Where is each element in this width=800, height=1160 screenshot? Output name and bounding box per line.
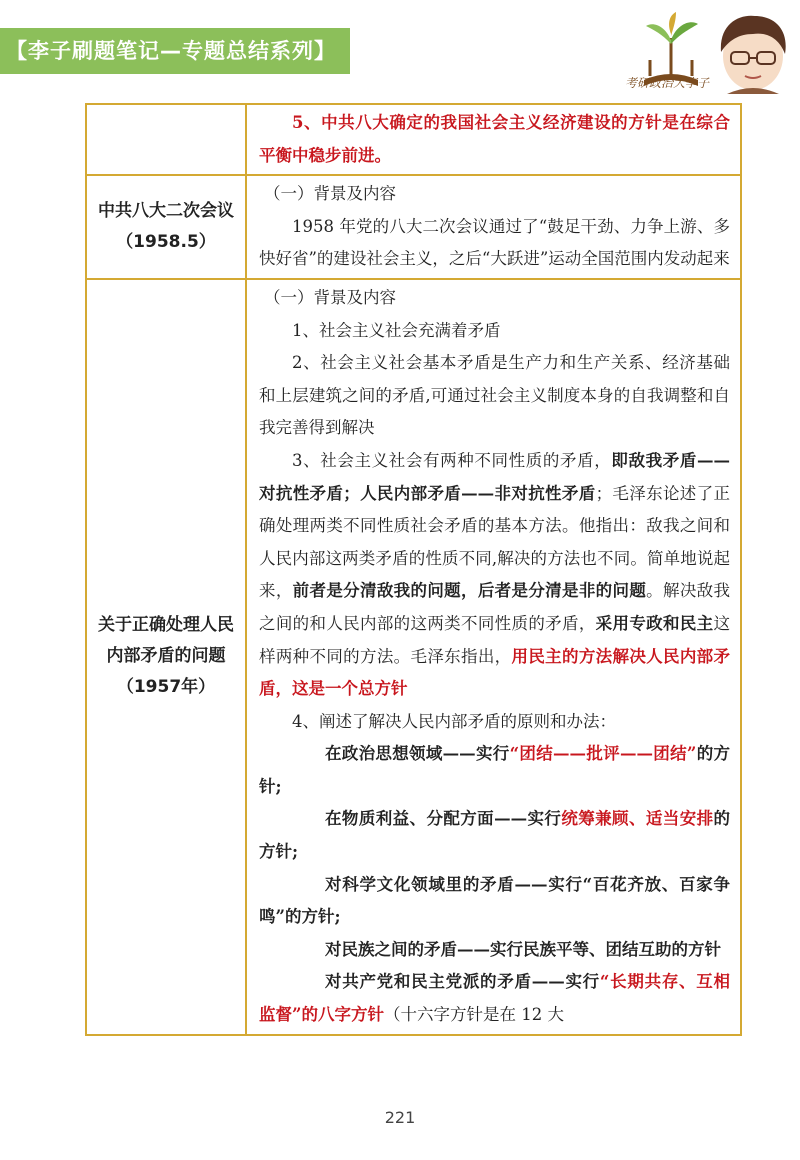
row-heading: 关于正确处理人民内部矛盾的问题（1957年） [86,279,246,1035]
method-ethnic: 对民族之间的矛盾——实行民族平等、团结互助的方针 [325,939,721,959]
point-5: 5、中共八大确定的我国社会主义经济建设的方针是在综合平衡中稳步前进。 [259,113,730,165]
author-avatar [713,12,793,96]
point-2: 2、社会主义社会基本矛盾是生产力和生产关系、经济基础和上层建筑之间的矛盾,可通过社会主义制度本身的自我调整和自我完善得到解决 [259,353,730,438]
point-1: 1、社会主义社会充满着矛盾 [292,320,501,340]
row-heading: 中共八大二次会议（1958.5） [86,175,246,279]
row-content [246,279,741,1035]
method-culture: 对科学文化领域里的矛盾——实行“百花齐放、百家争鸣”的方针; [259,874,730,927]
series-banner: 【李子刷题笔记—专题总结系列】 [0,28,350,74]
page-number: 221 [384,1108,416,1127]
point-3: 3、社会主义社会有两种不同性质的矛盾，即敌我矛盾——对抗性矛盾；人民内部矛盾——非对抗性矛盾；毛泽东论述了正确处理两类不同性质社会矛盾的基本方法。他指出：敌我之间和人民内部这两类矛盾的性质不同,解决的方法也不同。简单地说起来，前者是分清敌我的问题，后者是分清是非的问题。解决敌我之间的和人民内部的这两类不同性质的矛盾，采用专政和民主这样两种不同的方法。毛泽东指出，用民主的方法解决人民内部矛盾，这是一个总方针 [259,450,731,699]
table-row [86,279,741,1035]
section-heading: （一）背景及内容 [263,287,396,307]
paragraph: 1958 年党的八大二次会议通过了“鼓足干劲、力争上游、多快好省”的建设社会主义，之后“大跃进”运动全国范围内发动起来 [259,216,730,269]
topic-summary-table [85,103,742,1036]
row-content [246,104,741,175]
method-parties: 对共产党和民主党派的矛盾——实行“长期共存、互相监督”的八字方针（十六字方针是在 12 大 [259,972,731,1025]
method-political: 在政治思想领域——实行“团结——批评——团结”的方针; [259,744,731,796]
method-material: 在物质利益、分配方面——实行统筹兼顾、适当安排的方针; [259,809,731,862]
section-heading: （一）背景及内容 [263,184,396,204]
table-row [86,104,741,175]
table-row [86,175,741,279]
row-heading [86,104,246,175]
row-content [246,175,741,279]
point-4: 4、阐述了解决人民内部矛盾的原则和办法： [292,711,616,731]
logo-caption: 考研政治大李子 [624,76,709,90]
